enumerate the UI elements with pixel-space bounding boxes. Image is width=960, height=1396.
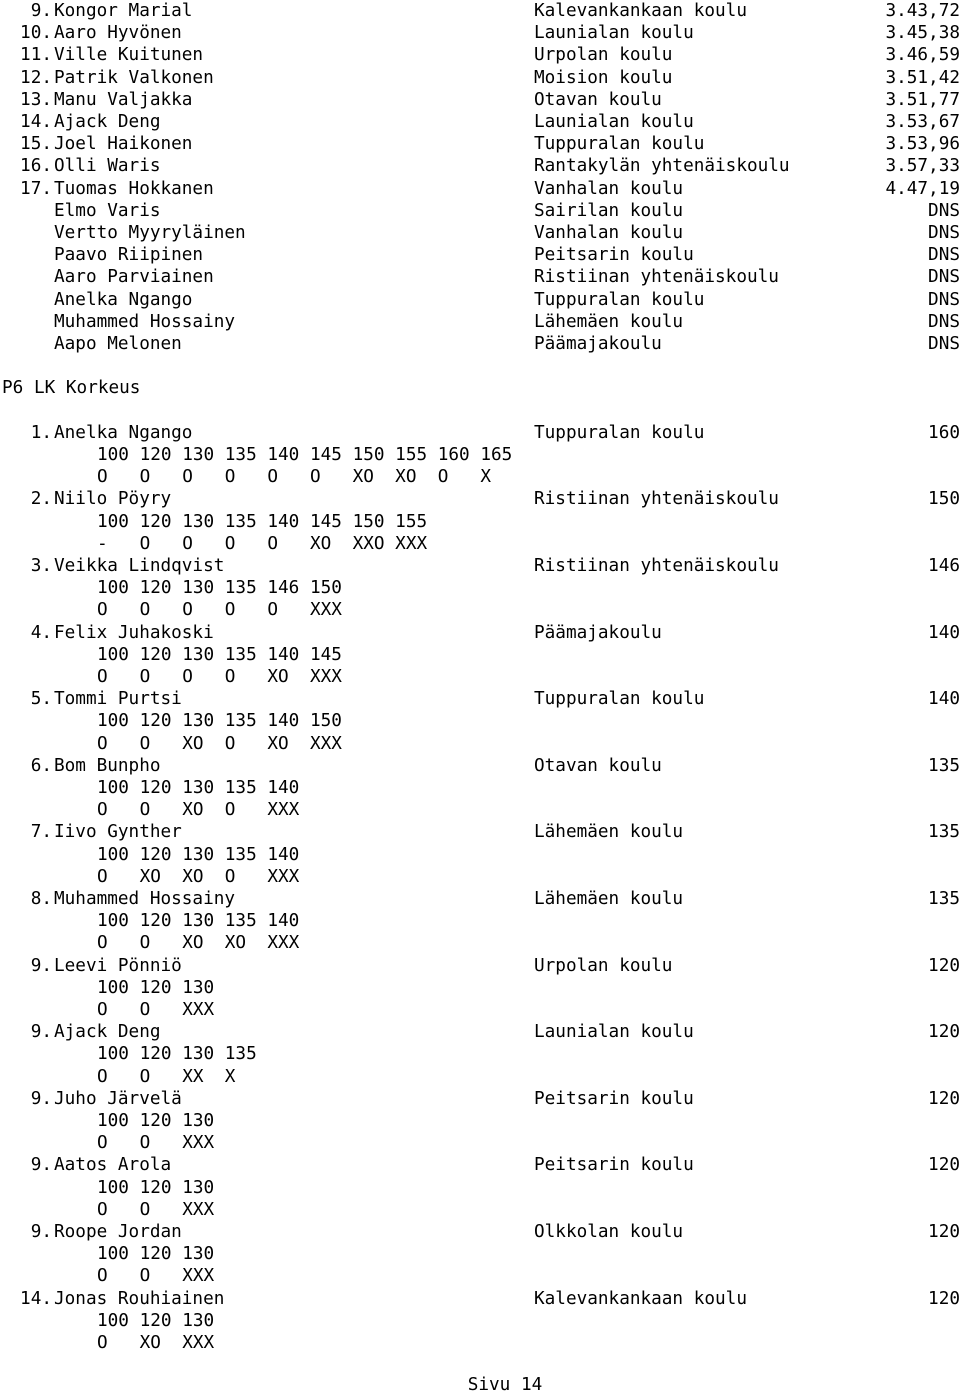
result-value: 120 (928, 1155, 960, 1176)
result-row (0, 22, 960, 44)
school-name: Tuppuralan koulu (534, 422, 705, 443)
school-name: Tuppuralan koulu (534, 289, 705, 310)
result-value: DNS (928, 200, 960, 221)
attempt-marks: O O XO O XO XXX (97, 733, 342, 754)
result-value: 3.57,33 (885, 156, 960, 177)
high-jump-row (0, 955, 960, 977)
school-name: Ristiinan yhtenäiskoulu (534, 267, 779, 288)
place-number: 14. (20, 112, 52, 132)
athlete-name: Anelka Ngango (54, 289, 193, 310)
bar-heights: 100 120 130 135 140 (97, 778, 300, 798)
school-name: Urpolan koulu (534, 955, 673, 976)
result-value: DNS (928, 289, 960, 310)
result-value: 135 (928, 889, 960, 909)
school-name: Tuppuralan koulu (534, 689, 705, 710)
attempts-row (0, 1199, 960, 1221)
athlete-name: Ville Kuitunen (54, 45, 204, 66)
attempts-row (0, 599, 960, 621)
heights-row (0, 710, 960, 732)
school-name: Peitsarin koulu (534, 1088, 694, 1109)
attempts-row (0, 666, 960, 688)
school-name: Kalevankankaan koulu (534, 1288, 747, 1309)
result-value: 3.53,67 (885, 112, 960, 132)
place-number: 17. (20, 178, 52, 199)
result-value: 140 (928, 689, 960, 710)
result-value: 135 (928, 755, 960, 776)
result-row (0, 44, 960, 66)
result-value: 3.53,96 (885, 134, 960, 155)
school-name: Moision koulu (534, 67, 673, 88)
result-row (0, 178, 960, 200)
result-value: 140 (928, 622, 960, 643)
school-name: Päämajakoulu (534, 334, 662, 354)
bar-heights: 100 120 130 135 140 145 150 155 160 165 (97, 445, 513, 465)
high-jump-row (0, 688, 960, 710)
place-number: 6. (30, 755, 52, 776)
attempts-row (0, 733, 960, 755)
result-row (0, 200, 960, 222)
athlete-name: Manu Valjakka (54, 89, 193, 110)
place-number: 13. (20, 89, 52, 110)
school-name: Vanhalan koulu (534, 223, 684, 243)
athlete-name: Tuomas Hokkanen (54, 178, 214, 199)
athlete-name: Leevi Pönniö (54, 955, 182, 976)
high-jump-row (0, 555, 960, 577)
place-number: 9. (30, 1155, 52, 1176)
high-jump-row (0, 422, 960, 444)
athlete-name: Felix Juhakoski (54, 622, 214, 643)
result-value: 120 (928, 1022, 960, 1043)
result-row (0, 155, 960, 177)
school-name: Tuppuralan koulu (534, 134, 705, 155)
result-row (0, 67, 960, 89)
attempt-marks: - O O O O XO XXO XXX (97, 533, 428, 554)
section-title: P6 LK Korkeus (2, 378, 141, 399)
athlete-name: Anelka Ngango (54, 422, 193, 443)
place-number: 11. (20, 45, 52, 66)
result-value: 120 (928, 1288, 960, 1309)
bar-heights: 100 120 130 135 140 145 150 155 (97, 511, 428, 532)
school-name: Launialan koulu (534, 1022, 694, 1043)
athlete-name: Paavo Riipinen (54, 245, 204, 266)
bar-heights: 100 120 130 (97, 1111, 215, 1131)
bar-heights: 100 120 130 (97, 1244, 215, 1265)
result-row (0, 111, 960, 133)
school-name: Peitsarin koulu (534, 1155, 694, 1176)
school-name: Launialan koulu (534, 112, 694, 132)
heights-row (0, 1110, 960, 1132)
place-number: 9. (30, 1022, 52, 1043)
athlete-name: Aatos Arola (54, 1155, 172, 1176)
result-value: 3.51,77 (885, 89, 960, 110)
school-name: Sairilan koulu (534, 200, 684, 221)
attempts-row (0, 1265, 960, 1287)
bar-heights: 100 120 130 135 140 150 (97, 711, 342, 732)
section-heading-row (0, 377, 960, 399)
heights-row (0, 1243, 960, 1265)
school-name: Peitsarin koulu (534, 245, 694, 266)
bar-heights: 100 120 130 (97, 1177, 215, 1198)
place-number: 12. (20, 67, 52, 88)
result-value: DNS (928, 267, 960, 288)
heights-row (0, 1043, 960, 1065)
school-name: Ristiinan yhtenäiskoulu (534, 556, 779, 576)
athlete-name: Veikka Lindqvist (54, 556, 225, 576)
athlete-name: Niilo Pöyry (54, 489, 172, 510)
place-number: 9. (30, 1, 52, 21)
athlete-name: Muhammed Hossainy (54, 889, 236, 909)
attempt-marks: O O O O XO XXX (97, 667, 342, 687)
result-row (0, 89, 960, 111)
high-jump-row (0, 888, 960, 910)
athlete-name: Tommi Purtsi (54, 689, 182, 710)
athlete-name: Aaro Hyvönen (54, 23, 182, 44)
school-name: Päämajakoulu (534, 622, 662, 643)
place-number: 1. (30, 422, 52, 443)
bar-heights: 100 120 130 135 (97, 1044, 257, 1065)
result-row (0, 289, 960, 311)
school-name: Rantakylän yhtenäiskoulu (534, 156, 790, 177)
place-number: 9. (30, 955, 52, 976)
place-number: 4. (30, 622, 52, 643)
athlete-name: Aaro Parviainen (54, 267, 214, 288)
school-name: Ristiinan yhtenäiskoulu (534, 489, 779, 510)
attempt-marks: O XO XXX (97, 1333, 215, 1353)
athlete-name: Bom Bunpho (54, 755, 161, 776)
place-number: 7. (30, 822, 52, 843)
place-number: 9. (30, 1222, 52, 1242)
result-row (0, 244, 960, 266)
result-value: 150 (928, 489, 960, 510)
attempt-marks: O O XX X (97, 1066, 236, 1087)
heights-row (0, 910, 960, 932)
school-name: Otavan koulu (534, 755, 662, 776)
place-number: 9. (30, 1088, 52, 1109)
bar-heights: 100 120 130 (97, 1310, 215, 1331)
attempt-marks: O O XXX (97, 1266, 215, 1287)
school-name: Launialan koulu (534, 23, 694, 44)
bar-heights: 100 120 130 135 140 (97, 911, 300, 932)
attempts-row (0, 1332, 960, 1354)
athlete-name: Aapo Melonen (54, 334, 182, 354)
result-row (0, 133, 960, 155)
attempt-marks: O O O O O O XO XO O X (97, 467, 492, 488)
attempts-row (0, 999, 960, 1021)
place-number: 10. (20, 23, 52, 44)
result-row (0, 0, 960, 22)
place-number: 8. (30, 889, 52, 909)
attempt-marks: O O XXX (97, 1000, 215, 1020)
high-jump-row (0, 622, 960, 644)
result-value: 4.47,19 (885, 178, 960, 199)
result-value: DNS (928, 245, 960, 266)
athlete-name: Ajack Deng (54, 1022, 161, 1043)
result-value: 120 (928, 955, 960, 976)
athlete-name: Muhammed Hossainy (54, 311, 236, 332)
attempt-marks: O XO XO O XXX (97, 866, 300, 887)
result-value: 3.51,42 (885, 67, 960, 88)
result-value: 135 (928, 822, 960, 843)
athlete-name: Iivo Gynther (54, 822, 182, 843)
school-name: Lähemäen koulu (534, 822, 684, 843)
school-name: Vanhalan koulu (534, 178, 684, 199)
attempts-row (0, 466, 960, 488)
high-jump-row (0, 488, 960, 510)
result-row (0, 311, 960, 333)
result-value: 3.46,59 (885, 45, 960, 66)
attempts-row (0, 1132, 960, 1154)
result-value: 3.45,38 (885, 23, 960, 44)
school-name: Lähemäen koulu (534, 889, 684, 909)
athlete-name: Patrik Valkonen (54, 67, 214, 88)
result-value: 146 (928, 556, 960, 576)
attempts-row (0, 799, 960, 821)
bar-heights: 100 120 130 135 140 145 (97, 644, 342, 665)
result-value: DNS (928, 311, 960, 332)
result-value: 120 (928, 1222, 960, 1242)
athlete-name: Olli Waris (54, 156, 161, 177)
place-number: 14. (20, 1288, 52, 1309)
result-row (0, 333, 960, 355)
bar-heights: 100 120 130 135 146 150 (97, 578, 342, 599)
school-name: Olkkolan koulu (534, 1222, 684, 1242)
attempt-marks: O O XXX (97, 1199, 215, 1220)
heights-row (0, 844, 960, 866)
result-value: DNS (928, 223, 960, 243)
heights-row (0, 577, 960, 599)
attempts-row (0, 866, 960, 888)
result-value: 160 (928, 422, 960, 443)
athlete-name: Joel Haikonen (54, 134, 193, 155)
attempts-row (0, 533, 960, 555)
heights-row (0, 444, 960, 466)
athlete-name: Roope Jordan (54, 1222, 182, 1242)
attempt-marks: O O XO XO XXX (97, 933, 300, 954)
heights-row (0, 1177, 960, 1199)
attempt-marks: O O O O O XXX (97, 600, 342, 621)
school-name: Urpolan koulu (534, 45, 673, 66)
athlete-name: Jonas Rouhiainen (54, 1288, 225, 1309)
athlete-name: Juho Järvelä (54, 1088, 182, 1109)
high-jump-row (0, 755, 960, 777)
bar-heights: 100 120 130 135 140 (97, 844, 300, 865)
athlete-name: Vertto Myyryläinen (54, 223, 246, 243)
attempt-marks: O O XO O XXX (97, 800, 300, 821)
athlete-name: Elmo Varis (54, 200, 161, 221)
school-name: Lähemäen koulu (534, 311, 684, 332)
bar-heights: 100 120 130 (97, 977, 215, 998)
athlete-name: Kongor Marial (54, 1, 193, 21)
place-number: 2. (30, 489, 52, 510)
heights-row (0, 977, 960, 999)
heights-row (0, 777, 960, 799)
place-number: 16. (20, 156, 52, 177)
result-value: 120 (928, 1088, 960, 1109)
high-jump-row (0, 1088, 960, 1110)
heights-row (0, 644, 960, 666)
result-row (0, 222, 960, 244)
place-number: 5. (30, 689, 52, 710)
result-row (0, 266, 960, 288)
attempt-marks: O O XXX (97, 1133, 215, 1154)
heights-row (0, 511, 960, 533)
school-name: Kalevankankaan koulu (534, 1, 747, 21)
high-jump-row (0, 1154, 960, 1176)
high-jump-row (0, 821, 960, 843)
result-value: 3.43,72 (885, 1, 960, 21)
high-jump-row (0, 1288, 960, 1310)
attempts-row (0, 932, 960, 954)
athlete-name: Ajack Deng (54, 112, 161, 132)
page-footer: Sivu 14 (467, 1375, 543, 1395)
high-jump-row (0, 1221, 960, 1243)
place-number: 3. (30, 556, 52, 576)
school-name: Otavan koulu (534, 89, 662, 110)
heights-row (0, 1310, 960, 1332)
attempts-row (0, 1066, 960, 1088)
high-jump-row (0, 1021, 960, 1043)
result-value: DNS (928, 334, 960, 354)
place-number: 15. (20, 134, 52, 155)
